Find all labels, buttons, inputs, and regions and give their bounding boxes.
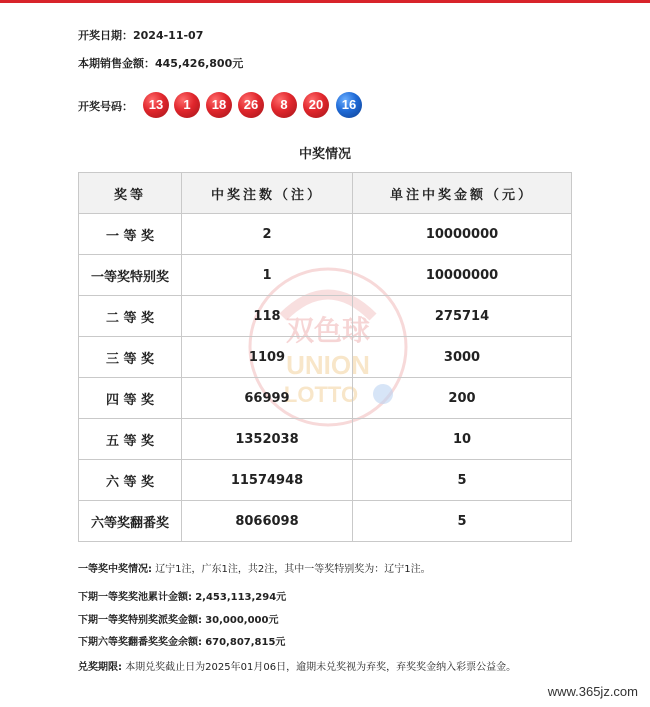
next-special-note (78, 611, 278, 626)
winners-text: 辽宁1注，广东1注，共2注，其中一等奖特别奖为：辽宁1注。 (155, 564, 431, 575)
red-ball: 1 (174, 92, 200, 118)
prize-amount-cell: 3000 (353, 337, 572, 378)
sales-line (78, 55, 243, 71)
winners-count-cell: 2 (182, 214, 353, 255)
winners-count-cell: 1109 (182, 337, 353, 378)
first-prize-winners-note (78, 560, 431, 575)
winners-count-cell: 8066098 (182, 501, 353, 542)
site-watermark-text: www.365jz.com (547, 684, 638, 699)
prize-amount-cell: 10000000 (353, 255, 572, 296)
table-row (79, 419, 572, 460)
prize-level-cell: 一等奖特别奖 (79, 255, 182, 296)
header-prize-level: 奖等 (79, 173, 182, 214)
prize-level-cell: 六 等 奖 (79, 460, 182, 501)
sales-label: 本期销售金额： (78, 57, 155, 70)
winners-count-cell: 1 (182, 255, 353, 296)
prize-level-cell: 一 等 奖 (79, 214, 182, 255)
prize-level-cell: 五 等 奖 (79, 419, 182, 460)
special-label: 下期一等奖特别奖派奖金额: (78, 615, 202, 626)
red-ball: 26 (238, 92, 264, 118)
red-ball: 13 (143, 92, 169, 118)
prize-level-cell: 二 等 奖 (79, 296, 182, 337)
table-row (79, 214, 572, 255)
draw-date-line (78, 27, 203, 43)
prize-amount-cell: 5 (353, 460, 572, 501)
table-row (79, 460, 572, 501)
special-value: 30,000,000元 (205, 615, 279, 626)
table-row (79, 255, 572, 296)
six-label: 下期六等奖翻番奖奖金余额: (78, 637, 202, 648)
winners-count-cell: 11574948 (182, 460, 353, 501)
prize-level-cell: 六等奖翻番奖 (79, 501, 182, 542)
winners-count-cell: 1352038 (182, 419, 353, 460)
sixth-double-note (78, 633, 285, 648)
table-row (79, 337, 572, 378)
next-pool-note (78, 588, 286, 603)
header-winners-count: 中奖注数（注） (182, 173, 353, 214)
prize-table (78, 172, 572, 542)
six-value: 670,807,815元 (205, 637, 286, 648)
prize-level-cell: 四 等 奖 (79, 378, 182, 419)
red-ball: 20 (303, 92, 329, 118)
sales-value: 445,426,800元 (155, 57, 244, 70)
draw-date-value: 2024-11-07 (133, 29, 204, 42)
red-ball: 8 (271, 92, 297, 118)
deadline-text: 本期兑奖截止日为2025年01月06日，逾期未兑奖视为弃奖，弃奖奖金纳入彩票公益金。 (125, 662, 517, 673)
prize-amount-cell: 10000000 (353, 214, 572, 255)
prize-amount-cell: 5 (353, 501, 572, 542)
blue-ball: 16 (336, 92, 362, 118)
winners-count-cell: 118 (182, 296, 353, 337)
top-accent-bar (0, 0, 650, 3)
header-prize-amount: 单注中奖金额（元） (353, 173, 572, 214)
draw-date-label: 开奖日期： (78, 29, 133, 42)
prize-amount-cell: 275714 (353, 296, 572, 337)
deadline-label: 兑奖期限: (78, 662, 122, 673)
prize-amount-cell: 10 (353, 419, 572, 460)
red-ball: 18 (206, 92, 232, 118)
winning-numbers-label: 开奖号码： (78, 100, 133, 113)
watermark-text-cn: 双色球 (285, 314, 371, 347)
watermark-text-lotto: LOTTO (283, 382, 359, 407)
pool-label: 下期一等奖奖池累计金额: (78, 592, 192, 603)
prize-section-title: 中奖情况 (298, 147, 351, 162)
watermark-text-union: UNION (286, 350, 370, 380)
pool-value: 2,453,113,294元 (195, 592, 287, 603)
deadline-note (78, 659, 528, 676)
table-row (79, 296, 572, 337)
prize-amount-cell: 200 (353, 378, 572, 419)
table-row (79, 378, 572, 419)
prize-level-cell: 三 等 奖 (79, 337, 182, 378)
winners-label: 一等奖中奖情况: (78, 564, 152, 575)
winners-count-cell: 66999 (182, 378, 353, 419)
table-header-row (79, 173, 572, 214)
table-row (79, 501, 572, 542)
